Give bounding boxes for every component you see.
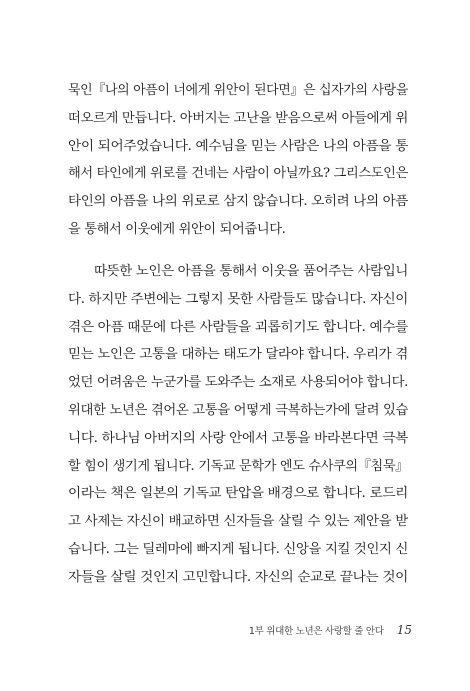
text-line: 다. 하지만 주변에는 그렇지 못한 사람들도 많습니다. 자신이	[68, 291, 408, 307]
running-head: 1부 위대한 노년은 사랑할 줄 안다	[248, 626, 384, 637]
text-line: 안이 되어주었습니다. 예수님을 믿는 사람은 나의 아픔을 통	[68, 138, 408, 154]
text-line: 믿는 노인은 고통을 대하는 태도가 달라야 합니다. 우리가 겪	[68, 347, 408, 363]
paragraph-1	[68, 77, 408, 244]
text-line: 습니다. 그는 딜레마에 빠지게 됩니다. 신앙을 지킬 것인지 신	[68, 541, 408, 557]
text-line: 니다. 하나님 아버지의 사랑 안에서 고통을 바라본다면 극복	[68, 430, 408, 446]
page-number: 15	[396, 623, 412, 637]
text-line: 을 통해서 이웃에게 위안이 되어줍니다.	[68, 221, 286, 237]
text-line: 할 힘이 생기게 됩니다. 기독교 문학가 엔도 슈사쿠의『침묵』	[68, 458, 408, 474]
paragraph-2	[68, 258, 408, 592]
text-line: 타인의 아픔을 나의 위로로 삼지 않습니다. 오히려 나의 아픔	[68, 194, 408, 210]
text-line: 겪은 아픔 때문에 다른 사람들을 괴롭히기도 합니다. 예수를	[68, 319, 408, 335]
text-line: 고 사제는 자신이 배교하면 신자들을 살릴 수 있는 제안을 받	[68, 514, 408, 530]
page-footer	[249, 620, 412, 638]
text-line: 었던 어려움은 누군가를 도와주는 소재로 사용되어야 합니다.	[68, 375, 408, 391]
text-line: 이라는 책은 일본의 기독교 탄압을 배경으로 합니다. 로드리	[68, 486, 408, 502]
text-line: 떠오르게 만듭니다. 아버지는 고난을 받음으로써 아들에게 위	[68, 110, 408, 126]
text-line: 해서 타인에게 위로를 건네는 사람이 아닐까요? 그리스도인은	[68, 166, 408, 182]
text-line: 묵인『나의 아픔이 너에게 위안이 된다면』은 십자가의 사랑을	[68, 83, 408, 98]
text-line-indented: 따뜻한 노인은 아픔을 통해서 이웃을 품어주는 사람입니	[94, 264, 408, 279]
text-line: 위대한 노년은 겪어온 고통을 어떻게 극복하는가에 달려 있습	[68, 402, 408, 418]
text-line: 자들을 살릴 것인지 고민합니다. 자신의 순교로 끝나는 것이	[68, 569, 408, 585]
